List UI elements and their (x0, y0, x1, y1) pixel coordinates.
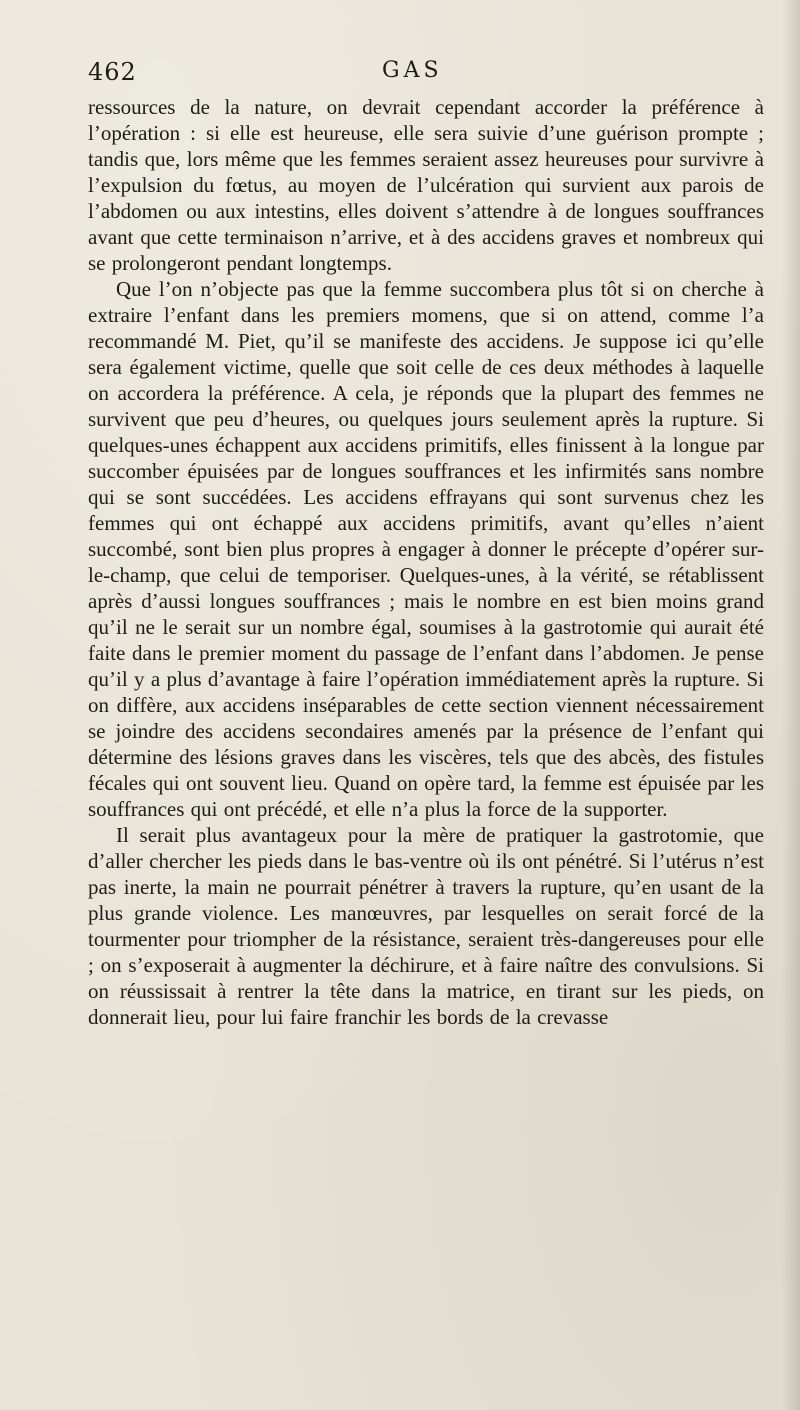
body-text (88, 94, 764, 1030)
page-number: 462 (88, 58, 137, 86)
paragraph-objection: Que l’on n’objecte pas que la femme succombera plus tôt si on cherche à extraire l’enfant dans les premiers momens, que si on attend, comme l’a recommandé M. Piet, qu’il se manifeste des accidens. Je suppose ici qu’elle sera également victime, quelle que soit celle de ces deux méthodes à laquelle on accordera la préférence. A cela, je réponds que la plupart des femmes ne survivent que peu d’heures, ou quelques jours seulement après la rupture. Si quelques-unes échappent aux accidens primitifs, elles finissent à la longue par succomber épuisées par de longues souffrances et les infirmités sans nombre qui se sont succédées. Les accidens effrayans qui sont survenus chez les femmes qui ont échappé aux accidens primitifs, avant qu’elles n’aient succombé, sont bien plus propres à engager à donner le précepte d’opérer sur-le-champ, que celui de temporiser. Quelques-unes, à la vérité, se rétablissent après d’aussi longues souffrances ; mais le nombre en est bien moins grand qu’il ne le serait sur un nombre égal, soumises à la gastrotomie qui aurait été faite dans le premier moment du passage de l’enfant dans l’abdomen. Je pense qu’il y a plus d’avantage à faire l’opération immédiatement après la rupture. Si on diffère, aux accidens inséparables de cette section viennent nécessairement se joindre des accidens secondaires amenés par la présence de l’enfant qui détermine des lésions graves dans les viscères, tels que des abcès, des fistules fécales qui ont souvent lieu. Quand on opère tard, la femme est épuisée par les souffrances qui ont précédé, et elle n’a plus la force de la supporter. (88, 277, 764, 821)
paragraph-gastrotomy: Il serait plus avantageux pour la mère de pratiquer la gastrotomie, que d’aller chercher les pieds dans le bas-ventre où ils ont pénétré. Si l’utérus n’est pas inerte, la main ne pourrait pénétrer à travers la rupture, qu’en usant de la plus grande violence. Les manœuvres, par lesquelles on serait forcé de la tourmenter pour triompher de la résistance, seraient très-dangereuses pour elle ; on s’exposerait à augmenter la déchirure, et à faire naître des convulsions. Si on réussissait à rentrer la tête dans la matrice, en tirant sur les pieds, on donnerait lieu, pour lui faire franchir les bords de la crevasse (88, 823, 764, 1029)
page-edge-shadow (782, 0, 800, 1410)
running-title: GAS (382, 58, 443, 83)
running-head (88, 58, 764, 92)
paragraph-continuation: ressources de la nature, on devrait cependant accorder la préférence à l’opération : si elle est heureuse, elle sera suivie d’une guérison prompte ; tandis que, lors même que les femmes seraient assez heureuses pour survivre à l’expulsion du fœtus, au moyen de l’ulcération qui survient aux parois de l’abdomen ou aux intestins, elles doivent s’attendre à de longues souffrances avant que cette terminaison n’arrive, et à des accidens graves et nombreux qui se prolongeront pendant longtemps. (88, 95, 764, 275)
